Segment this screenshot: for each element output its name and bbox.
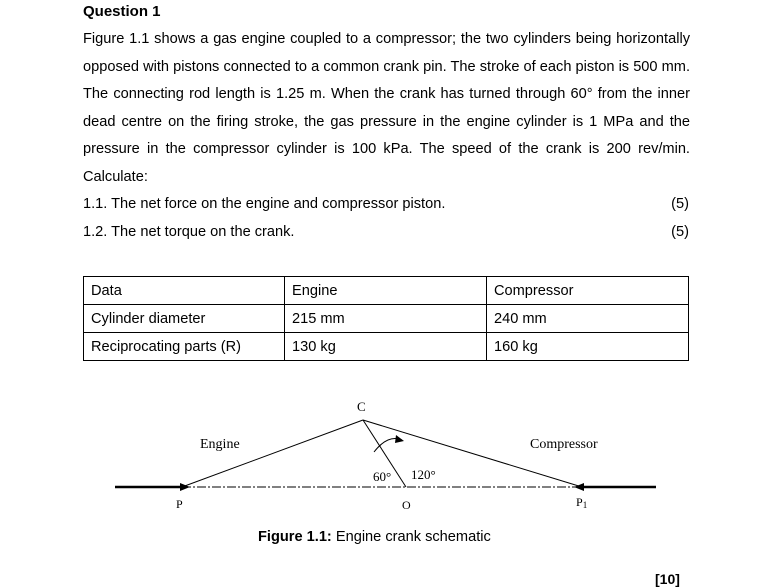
label-compressor: Compressor	[530, 437, 598, 452]
label-p1	[576, 495, 587, 510]
table-cell: 215 mm	[285, 305, 487, 333]
compressor-piston-arrow	[574, 483, 584, 491]
crank-schematic	[0, 390, 779, 525]
sub-question-text: 1.2. The net torque on the crank.	[83, 224, 295, 240]
table-cell: 160 kg	[487, 333, 689, 361]
rotation-arrow-icon	[395, 435, 404, 443]
question-body: Figure 1.1 shows a gas engine coupled to a compressor; the two cylinders being horizontally opposed with pistons connected to a common crank pin. The stroke of each piston is 500 mm. The connecting rod length is 1.25 m. When the crank has turned through 60° from the inner dead centre on the firing stroke, the gas pressure in the engine cylinder is 1 MPa and the pressure in the compressor cylinder is 100 kPa. The speed of the crank is 200 rev/min. Calculate:	[83, 31, 690, 185]
label-c: C	[357, 399, 366, 414]
table-cell: Data	[84, 277, 285, 305]
label-o: O	[402, 498, 411, 512]
total-marks: [10]	[655, 571, 680, 587]
sub-question-text: 1.1. The net force on the engine and compressor piston.	[83, 196, 446, 212]
engine-connecting-rod	[182, 420, 363, 487]
sub-question-marks: (5)	[671, 224, 689, 240]
table-cell: Engine	[285, 277, 487, 305]
table-header-row	[84, 277, 689, 305]
sub-question-1	[83, 194, 690, 214]
sub-question-2	[83, 222, 690, 242]
label-engine: Engine	[200, 437, 240, 452]
table-cell: Compressor	[487, 277, 689, 305]
question-heading: Question 1	[83, 3, 161, 20]
label-p: P	[176, 497, 183, 511]
caption-label: Figure 1.1:	[258, 529, 332, 545]
table-row	[84, 305, 689, 333]
label-angle-60: 60°	[373, 469, 392, 484]
sub-question-marks: (5)	[671, 196, 689, 212]
table-cell: 130 kg	[285, 333, 487, 361]
table-cell: Cylinder diameter	[84, 305, 285, 333]
label-p1-subscript: 1	[582, 500, 588, 510]
table-row	[84, 333, 689, 361]
caption-text: Engine crank schematic	[331, 529, 491, 545]
compressor-connecting-rod	[363, 420, 582, 487]
figure-caption	[258, 529, 491, 545]
table-cell: Reciprocating parts (R)	[84, 333, 285, 361]
label-angle-120: 120°	[411, 467, 436, 482]
data-table	[83, 276, 689, 361]
label-p1-main: P	[576, 495, 583, 509]
table-cell: 240 mm	[487, 305, 689, 333]
